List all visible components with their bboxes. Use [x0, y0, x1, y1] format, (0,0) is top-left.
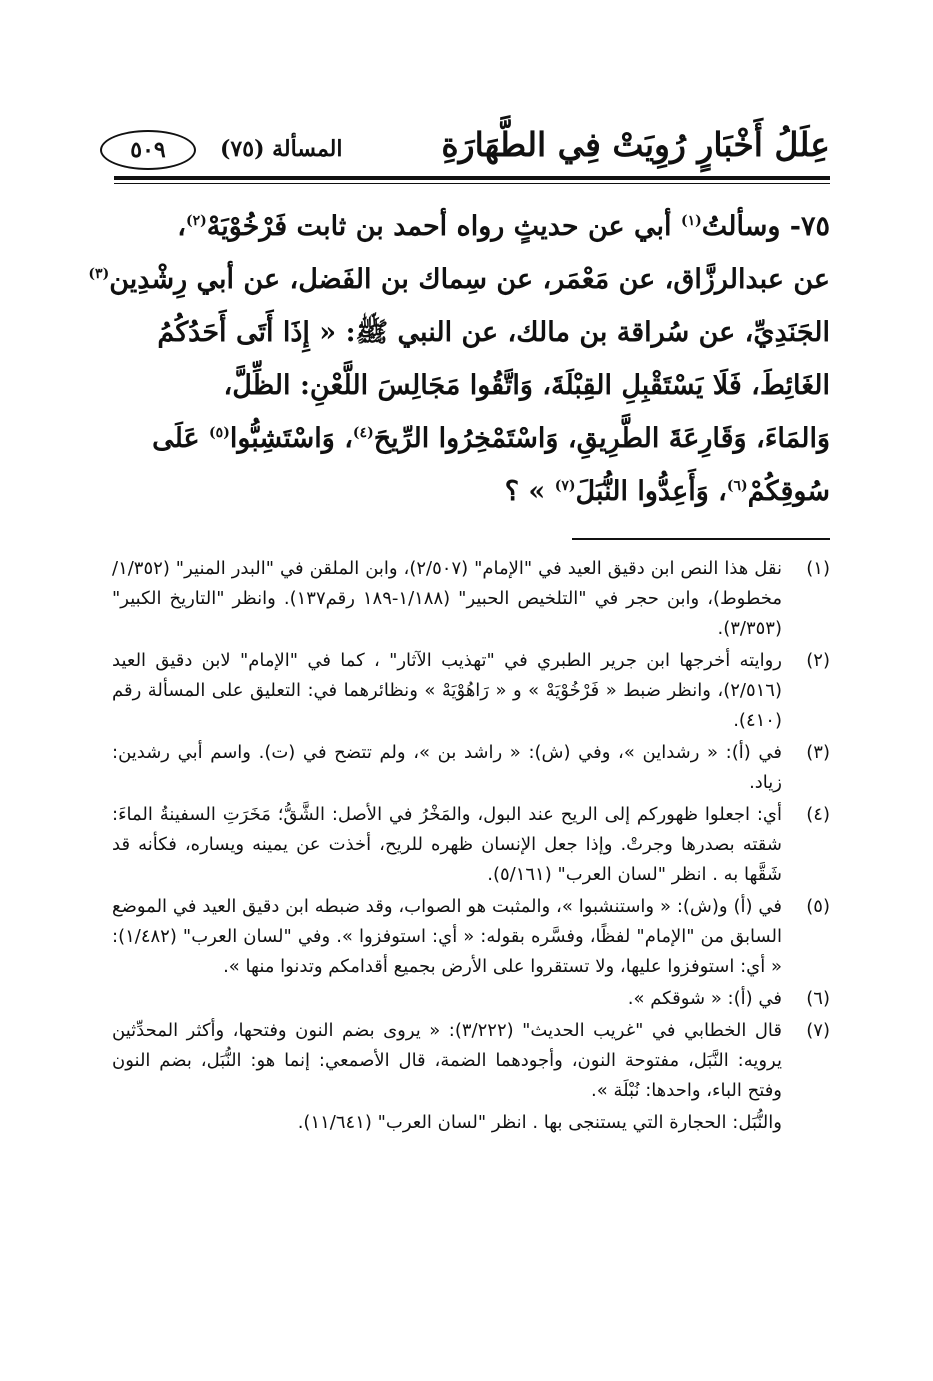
footnote-text: نقل هذا النص ابن دقيق العيد في "الإمام" (٢/٥٠٧)، وابن الملقن في "البدر المنير" (١/٣٥٢/مخطوط)، وابن حجر في "التلخيص الحبير" (١/١٨٨-١٨٩ رقم١٣٧). وانظر "التاريخ الكبير" (٣/٣٥٣).	[112, 558, 783, 639]
issue-label: المسألة (٧٥)	[220, 136, 343, 162]
footnote	[112, 800, 830, 890]
footnote-continuation: والنُّبَل: الحجارة التي يستنجى بها . انظر "لسان العرب" (١١/٦٤١).	[297, 1112, 782, 1133]
footnote	[112, 892, 830, 982]
footnote-number: (١)	[806, 558, 830, 579]
footnote-text: في (أ): « رشداين »، وفي (ش): « راشد بن »، ولم تتضح في (ت). واسم أبي رشدين: زياد.	[112, 742, 782, 793]
footnote-marker: (٦)	[726, 478, 748, 494]
footnote-number: (٣)	[806, 742, 830, 763]
main-text	[88, 200, 830, 518]
main-line: وَالمَاءَ، وَقَارِعَةَ الطَّرِيقِ، وَاسْتَمْخِرُوا الرِّيحَ$^{(٤)}$، وَاسْتَشِبُّوا$^{(٥)}$ عَلَى	[152, 423, 830, 454]
footnote	[112, 984, 830, 1014]
footnote-number: (٧)	[806, 1020, 830, 1041]
main-line: ٧٥- وسألتُ$^{(١)}$ أبي عن حديثٍ رواه أحمد بن ثابت فَرْخُوْيَهْ$^{(٢)}$،	[177, 211, 830, 242]
footnote-text: في (أ) و(ش): « واستنشبوا »، والمثبت هو الصواب، وقد ضبطه ابن دقيق العيد في الموضع السابق من "الإمام" لفظًا، وفسَّره بقوله: « أي: استوفزوا ». وفي "لسان العرب" (١/٤٨٢): « أي: استوفزوا عليها، ولا تستقروا على الأرض بجميع أقدامكم وتدنوا منها ».	[112, 896, 782, 977]
page-header	[100, 118, 830, 174]
footnote-separator	[572, 538, 830, 540]
footnote-marker: (٥)	[209, 425, 230, 441]
footnote-text: روايته أخرجها ابن جرير الطبري في "تهذيب الآثار" ، كما في "الإمام" لابن دقيق العيد (٢/٥١٦)، وانظر ضبط « فَرْخُوْيَهْ » و « رَاهُوْيَهْ » ونظائرهما في: التعليق على المسألة رقم (٤١٠).	[112, 650, 782, 731]
footnote	[112, 554, 830, 644]
footnote	[112, 646, 830, 736]
header-rule-thick	[114, 176, 830, 180]
footnote-text: أي: اجعلوا ظهوركم إلى الريح عند البول، والمَخْرُ في الأصل: الشَّقُّ؛ مَخَرَتِ السفينةُ الماءَ: شقته بصدرها وجرتْ. وإذا جعل الإنسان ظهره للريح، أخذت عن يمينه ويساره، فكأنه قد شَقَّها به . انظر "لسان العرب" (٥/١٦١).	[112, 804, 782, 885]
footnotes	[112, 554, 830, 1138]
page-number: ٥٠٩	[100, 130, 196, 170]
footnote	[112, 738, 830, 798]
main-line: الجَنَدِيِّ، عن سُراقة بن مالك، عن النبي ﷺ: « إِذَا أَتَى أَحَدُكُمُ	[157, 317, 830, 348]
footnote	[112, 1016, 830, 1106]
footnote-marker: (٢)	[185, 213, 207, 229]
footnote-marker: (٤)	[352, 425, 374, 441]
footnote-number: (٥)	[806, 896, 830, 917]
main-line: عن عبدالرزَّاق، عن مَعْمَر، عن سِماك بن الفَضل، عن أبي رِشْدِين$^{(٣)}$	[88, 264, 830, 295]
running-title: عِلَلُ أَخْبَارٍ رُوِيَتْ فِي الطَّهَارَةِ	[441, 125, 830, 164]
footnote-text: في (أ): « شوقكم ».	[627, 988, 782, 1009]
footnote-marker: (٣)	[88, 266, 110, 282]
footnote-text: قال الخطابي في "غريب الحديث" (٣/٢٢٢): « يروى بضم النون وفتحها، وأكثر المحدِّثين يرويه: النَّبَل، مفتوحة النون، وأجودهما الضمة، قال الأصمعي: إنما هو: النُّبَل، بضم النون وفتح الباء، واحدها: نُبْلَة ».	[112, 1020, 782, 1101]
main-line: الغَائِطَ، فَلَا يَسْتَقْبِلِ القِبْلَةَ، وَاتَّقُوا مَجَالِسَ اللَّعْنِ: الظِّلَّ،	[223, 370, 830, 401]
footnote-number: (٢)	[806, 650, 830, 671]
main-line: سُوقِكُمْ$^{(٦)}$، وَأَعِدُّوا النُّبَلَ$^{(٧)}$ » ؟	[504, 476, 830, 507]
footnote-number: (٤)	[806, 804, 830, 825]
footnote-number: (٦)	[806, 988, 830, 1009]
footnote-marker: (١)	[680, 213, 702, 229]
header-rule-thin	[114, 183, 830, 184]
footnote-marker: (٧)	[554, 478, 576, 494]
